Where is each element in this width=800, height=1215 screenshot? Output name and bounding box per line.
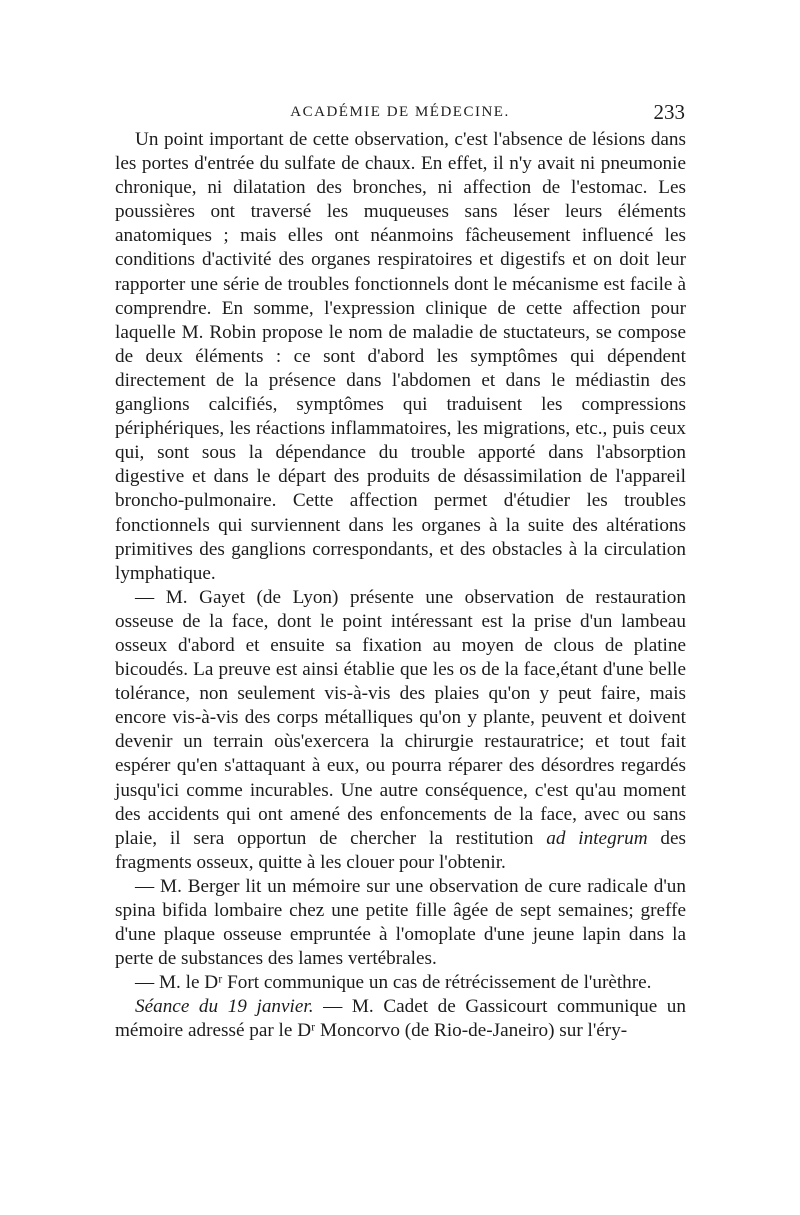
paragraph-fort [115,971,686,995]
paragraph-berger [115,875,686,971]
paragraph-text: Un point important de cette observation, c'est l'absence de lésions dans les portes d'entrée du sulfate de chaux. En effet, il n'y avait ni pneumonie chronique, ni dilatation des bronches, ni affection de l'estomac. Les poussières ont traversé les muqueuses sans léser leurs éléments anatomiques ; mais elles ont néanmoins fâcheusement influencé les conditions d'activité des organes respiratoires et digestifs et on doit leur rapporter une série de troubles fonctionnels dont le mécanisme est facile à comprendre. En somme, l'expression clinique de cette affection pour laquelle M. Robin propose le nom de maladie de stuctateurs, se compose de deux éléments : ce sont d'abord les symptômes qui dépendent directement de la présence dans l'abdomen et dans le médiastin des ganglions calcifiés, symptômes qui traduisent les compressions périphériques, les réactions inflammatoires, les migrations, etc., puis ceux qui, sont sous la dépendance du trouble apporté dans l'absorption digestive et dans le départ des produits de désassimilation de l'appareil broncho-pulmonaire. Cette affection permet d'étudier les troubles fonctionnels qui surviennent dans les organes à la suite des altérations primitives des ganglions correspondants, et des obstacles à la circulation lymphatique. [115,129,686,584]
paragraph-text: — M. Berger lit un mémoire sur une observation de cure radicale d'un spina bifida lombaire chez une petite fille âgée de sept semaines; greffe d'une plaque osseuse empruntée à l'omoplate d'une jeune lapin dans la perte de substances des lames vertébrales. [115,875,686,970]
body-text [115,128,686,1044]
running-title: ACADÉMIE DE MÉDECINE. [290,104,510,120]
paragraph-seance [115,995,686,1043]
paragraph-text-tail: des fragments osseux, quitte à les clouer pour l'obtenir. [115,827,686,873]
session-heading: Séance du 19 janvier. [135,996,314,1018]
latin-phrase: ad integrum [546,827,648,849]
page-number: 233 [653,100,685,124]
paragraph-text: — M. Gayet (de Lyon) présente une observation de restauration osseuse de la face, dont le point intéressant est la prise d'un lambeau osseux d'abord et ensuite sa fixation au moyen de clous de platine bicoudés. La preuve est ainsi établie que les os de la face,étant d'une belle tolérance, non seulement vis-à-vis des plaies qu'on y peut faire, mais encore vis-à-vis des corps métalliques qu'on y plante, peuvent et doivent devenir un terrain oùs'exercera la chirurgie restauratrice; et tout fait espérer qu'en s'attaquant à eux, ou pourra réparer des désordres regardés jusqu'ici comme incurables. Une autre conséquence, c'est qu'au moment des accidents qui ont amené des enfoncements de la face, avec ou sans plaie, il sera opportun de chercher la restitution [115,586,686,849]
paragraph-text: — M. Cadet de Gassicourt communique un mémoire adressé par le Dʳ Moncorvo (de Rio-de-Janeiro) sur l'éry- [115,996,686,1042]
paragraph-robin [115,128,686,586]
paragraph-gayet [115,586,686,875]
page-header [115,100,685,128]
paragraph-text: — M. le Dʳ Fort communique un cas de rétrécissement de l'urèthre. [135,972,652,994]
